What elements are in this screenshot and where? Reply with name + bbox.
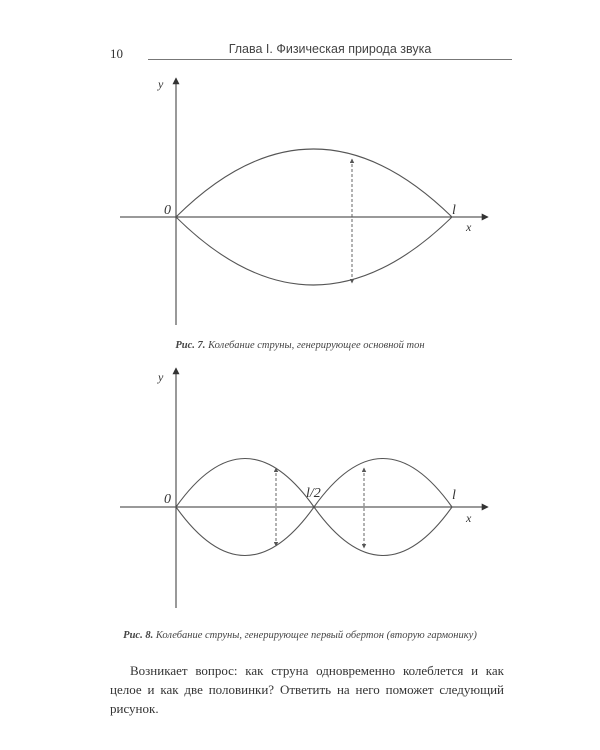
page-number: 10: [110, 46, 123, 61]
end-label: l: [452, 203, 456, 218]
body-paragraph: Возникает вопрос: как струна одновременно колеблется и как целое и как две половинки? Ответить на него поможет следующий рисунок.: [110, 663, 504, 716]
y-axis-label: y: [158, 370, 164, 384]
figure-8-caption: [60, 630, 540, 641]
x-axis-label: x: [466, 511, 472, 525]
end-label: l: [452, 488, 456, 503]
figure-7-caption-text: Колебание струны, генерирующее основной тон: [208, 340, 425, 351]
mid-label: l/2: [306, 486, 321, 501]
origin-label: 0: [164, 492, 171, 507]
y-axis-label: y: [158, 77, 164, 91]
x-axis-label: x: [466, 220, 472, 234]
figure-8-caption-label: Рис. 8.: [123, 630, 154, 641]
origin-label: 0: [164, 203, 171, 218]
figure-7: [0, 60, 600, 330]
figure-8: [0, 360, 600, 610]
string-lower-curve: [176, 217, 452, 285]
figure-8-caption-text: Колебание струны, генерирующее первый обертон (вторую гармонику): [155, 630, 477, 641]
figure-7-caption-label: Рис. 7.: [175, 340, 206, 351]
figure-7-caption: [60, 340, 540, 351]
string-upper-curve: [176, 149, 452, 217]
running-title: Глава I. Физическая природа звука: [228, 42, 432, 56]
